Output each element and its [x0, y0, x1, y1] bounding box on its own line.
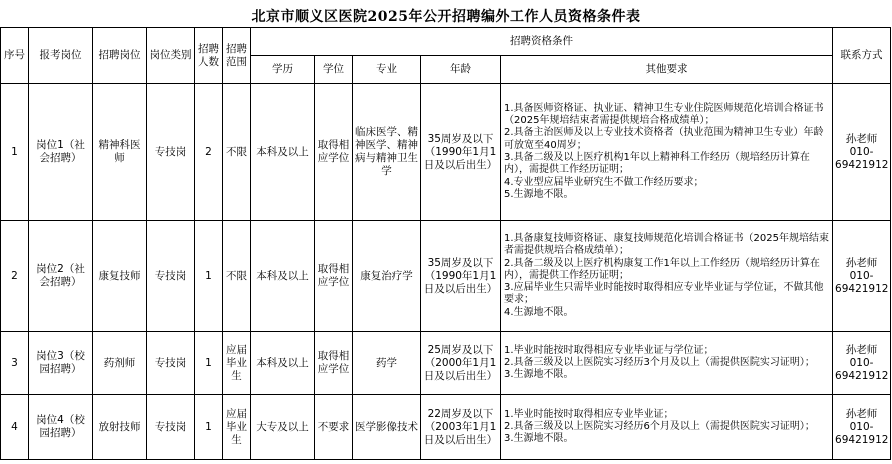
cell-count: 2	[195, 84, 223, 221]
requirement-item: 1.毕业时能按时取得相应专业毕业证与学位证；	[504, 344, 714, 356]
header-education: 学历	[251, 56, 315, 84]
requirement-item: 4.专业型应届毕业研究生不做工作经历要求；	[504, 176, 704, 188]
requirement-item: 3.生源地不限。	[504, 369, 574, 381]
header-contact: 联系方式	[833, 28, 891, 84]
cell-category: 专技岗	[147, 332, 195, 395]
requirement-item: 2.具备三级及以上医院实习经历3个月及以上（需提供医院实习证明）；	[504, 356, 815, 368]
cell-category: 专技岗	[147, 84, 195, 221]
cell-education: 本科及以上	[251, 221, 315, 332]
requirement-item: 2.具备主治医师及以上专业技术资格者（执业范围为精神卫生专业）年龄可放宽至40周岁；	[504, 127, 824, 151]
header-degree: 学位	[315, 56, 353, 84]
cell-count: 1	[195, 221, 223, 332]
header-position: 报考岗位	[29, 28, 93, 84]
header-other: 其他要求	[501, 56, 833, 84]
cell-education: 本科及以上	[251, 332, 315, 395]
header-count: 招聘人数	[195, 28, 223, 84]
header-major: 专业	[353, 56, 421, 84]
requirement-item: 4.生源地不限。	[504, 306, 574, 318]
cell-scope: 不限	[223, 84, 251, 221]
requirement-item: 3.应届毕业生只需毕业时能按时取得相应专业毕业证与学位证，不做其他要求；	[504, 282, 824, 306]
cell-job: 康复技师	[93, 221, 147, 332]
cell-education: 大专及以上	[251, 395, 315, 460]
cell-contact: 孙老师 010-69421912	[833, 332, 891, 395]
header-scope: 招聘范围	[223, 28, 251, 84]
cell-scope: 应届毕业生	[223, 332, 251, 395]
cell-count: 1	[195, 395, 223, 460]
cell-category: 专技岗	[147, 221, 195, 332]
header-category: 岗位类别	[147, 28, 195, 84]
cell-job: 精神科医师	[93, 84, 147, 221]
header-qualifications: 招聘资格条件	[251, 28, 833, 56]
header-job: 招聘岗位	[93, 28, 147, 84]
header-seq: 序号	[1, 28, 29, 84]
table-row	[1, 221, 891, 332]
cell-major: 医学影像技术	[353, 395, 421, 460]
cell-degree: 取得相应学位	[315, 221, 353, 332]
cell-requirements	[501, 332, 833, 395]
cell-position: 岗位4（校园招聘）	[29, 395, 93, 460]
cell-contact: 孙老师 010-69421912	[833, 395, 891, 460]
qualification-table	[0, 27, 891, 460]
cell-major: 药学	[353, 332, 421, 395]
cell-position: 岗位3（校园招聘）	[29, 332, 93, 395]
cell-major: 康复治疗学	[353, 221, 421, 332]
cell-category: 专技岗	[147, 395, 195, 460]
requirement-item: 2.具备三级及以上医院实习经历6个月及以上（需提供医院实习证明）；	[504, 420, 815, 432]
cell-count: 1	[195, 332, 223, 395]
requirement-item: 2.具备二级及以上医疗机构康复工作1年以上工作经历（规培经历计算在内），需提供工作经历证明；	[504, 257, 820, 281]
cell-scope: 应届毕业生	[223, 395, 251, 460]
header-age: 年龄	[421, 56, 501, 84]
cell-job: 药剂师	[93, 332, 147, 395]
cell-age: 25周岁及以下（2000年1月1日及以后出生）	[421, 332, 501, 395]
cell-contact: 孙老师 010-69421912	[833, 84, 891, 221]
cell-education: 本科及以上	[251, 84, 315, 221]
table-row	[1, 332, 891, 395]
table-row	[1, 84, 891, 221]
cell-scope: 不限	[223, 221, 251, 332]
header-row	[1, 28, 891, 56]
requirement-item: 1.具备医师资格证、执业证、精神卫生专业住院医师规范化培训合格证书（2025年规培结束者需提供规培合格成绩单）；	[504, 102, 824, 127]
cell-degree: 不要求	[315, 395, 353, 460]
cell-job: 放射技师	[93, 395, 147, 460]
cell-position: 岗位1（社会招聘）	[29, 84, 93, 221]
requirement-item: 1.具备康复技师资格证、康复技师规范化培训合格证书（2025年规培结束者需提供规培合格成绩单）；	[504, 232, 829, 257]
cell-major: 临床医学、精神医学、精神病与精神卫生学	[353, 84, 421, 221]
page-title: 北京市顺义区医院2025年公开招聘编外工作人员资格条件表	[251, 9, 641, 25]
cell-seq: 2	[1, 221, 29, 332]
cell-degree: 取得相应学位	[315, 84, 353, 221]
requirement-item: 5.生源地不限。	[504, 188, 574, 200]
requirement-item: 3.具备二级及以上医疗机构1年以上精神科工作经历（规培经历计算在内），需提供工作经历证明；	[504, 152, 810, 176]
cell-contact: 孙老师 010-69421912	[833, 221, 891, 332]
table-row	[1, 395, 891, 460]
cell-age: 35周岁及以下（1990年1月1日及以后出生）	[421, 221, 501, 332]
cell-age: 35周岁及以下（1990年1月1日及以后出生）	[421, 84, 501, 221]
cell-requirements	[501, 395, 833, 460]
cell-age: 22周岁及以下（2003年1月1日及以后出生）	[421, 395, 501, 460]
cell-degree: 取得相应学位	[315, 332, 353, 395]
requirement-item: 3.生源地不限。	[504, 433, 574, 445]
cell-requirements	[501, 221, 833, 332]
cell-seq: 4	[1, 395, 29, 460]
cell-requirements	[501, 84, 833, 221]
cell-seq: 1	[1, 84, 29, 221]
cell-position: 岗位2（社会招聘）	[29, 221, 93, 332]
requirement-item: 1.毕业时能按时取得相应专业毕业证；	[504, 408, 674, 420]
cell-seq: 3	[1, 332, 29, 395]
